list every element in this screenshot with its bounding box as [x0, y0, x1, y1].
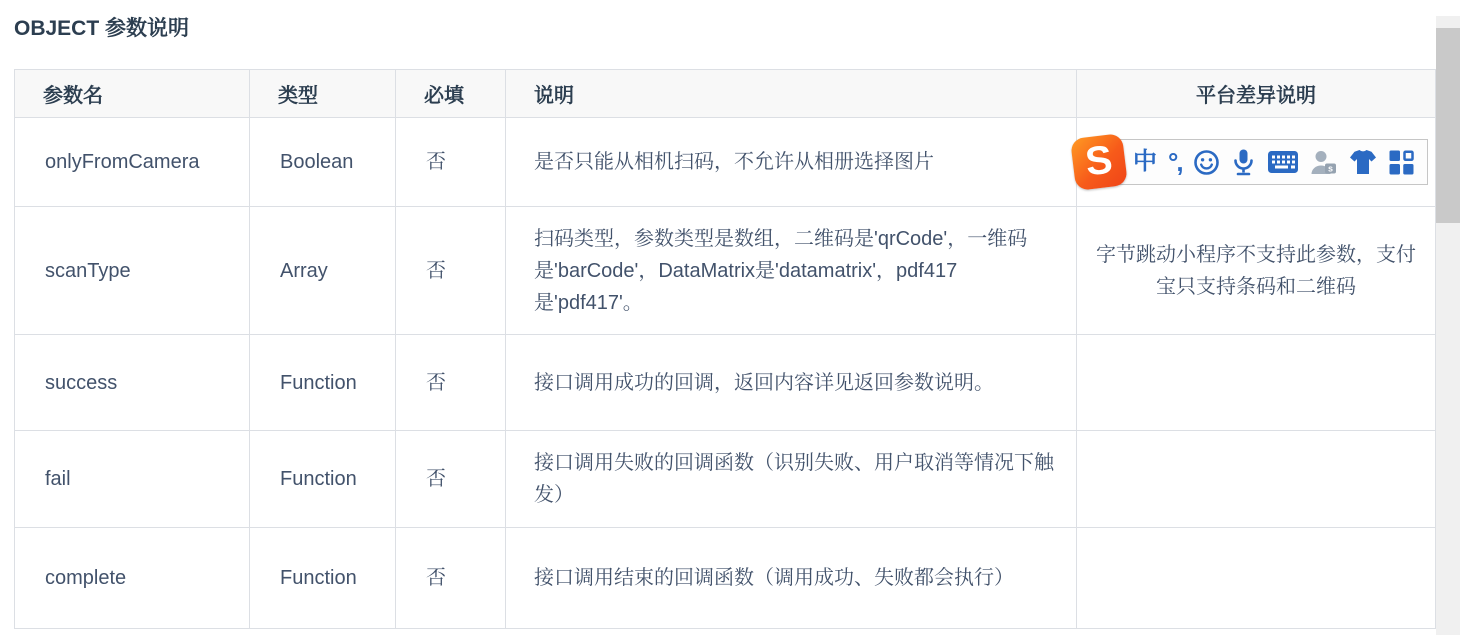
param-type: Array [250, 207, 396, 335]
soft-keyboard-icon[interactable] [1267, 150, 1299, 174]
param-type: Boolean [250, 118, 396, 207]
param-required: 否 [396, 431, 506, 528]
emoji-picker-icon[interactable] [1193, 149, 1220, 176]
ime-toolbar-box [1118, 139, 1428, 185]
param-platform [1077, 118, 1436, 207]
sogou-ime-toolbar [1073, 136, 1428, 188]
column-header-platform: 平台差异说明 [1077, 70, 1436, 118]
column-header-required: 必填 [396, 70, 506, 118]
param-name: fail [15, 431, 250, 528]
column-header-type: 类型 [250, 70, 396, 118]
svg-text:s: s [1327, 163, 1333, 174]
punctuation-mode-icon[interactable]: °, [1168, 147, 1182, 177]
page-scrollbar-thumb[interactable] [1436, 28, 1460, 223]
param-desc: 接口调用失败的回调函数（识别失败、用户取消等情况下触发） [506, 431, 1077, 528]
table-row [15, 431, 1436, 528]
table-row [15, 335, 1436, 431]
skin-theme-icon[interactable] [1349, 149, 1377, 175]
page-scrollbar-track[interactable] [1436, 16, 1460, 635]
param-platform: 字节跳动小程序不支持此参数，支付宝只支持条码和二维码 [1077, 207, 1436, 335]
chinese-english-toggle-icon[interactable]: 中 [1133, 148, 1157, 175]
param-required: 否 [396, 118, 506, 207]
param-type: Function [250, 335, 396, 431]
param-type: Function [250, 528, 396, 629]
param-required: 否 [396, 335, 506, 431]
param-required: 否 [396, 207, 506, 335]
table-row [15, 207, 1436, 335]
account-login-icon[interactable] [1310, 149, 1338, 176]
column-header-desc: 说明 [506, 70, 1077, 118]
page-title: OBJECT 参数说明 [14, 17, 190, 40]
param-platform [1077, 528, 1436, 629]
param-desc: 是否只能从相机扫码，不允许从相册选择图片 [506, 118, 1077, 207]
param-desc: 接口调用成功的回调，返回内容详见返回参数说明。 [506, 335, 1077, 431]
column-header-name: 参数名 [15, 70, 250, 118]
param-desc: 接口调用结束的回调函数（调用成功、失败都会执行） [506, 528, 1077, 629]
param-desc: 扫码类型，参数类型是数组，二维码是'qrCode'，一维码是'barCode'，DataMatrix是'datamatrix'，pdf417是'pdf417'。 [506, 207, 1077, 335]
param-name: complete [15, 528, 250, 629]
param-name: onlyFromCamera [15, 118, 250, 207]
sogou-logo-icon[interactable]: S [1070, 133, 1128, 191]
docs-page [0, 16, 1460, 635]
param-name: success [15, 335, 250, 431]
table-header-row [15, 70, 1436, 118]
toolbox-menu-icon[interactable] [1388, 149, 1415, 176]
param-platform [1077, 431, 1436, 528]
param-name: scanType [15, 207, 250, 335]
param-platform [1077, 335, 1436, 431]
parameters-table [14, 69, 1436, 629]
param-type: Function [250, 431, 396, 528]
param-required: 否 [396, 528, 506, 629]
voice-input-icon[interactable] [1231, 148, 1256, 176]
table-row [15, 528, 1436, 629]
table-row [15, 118, 1436, 207]
